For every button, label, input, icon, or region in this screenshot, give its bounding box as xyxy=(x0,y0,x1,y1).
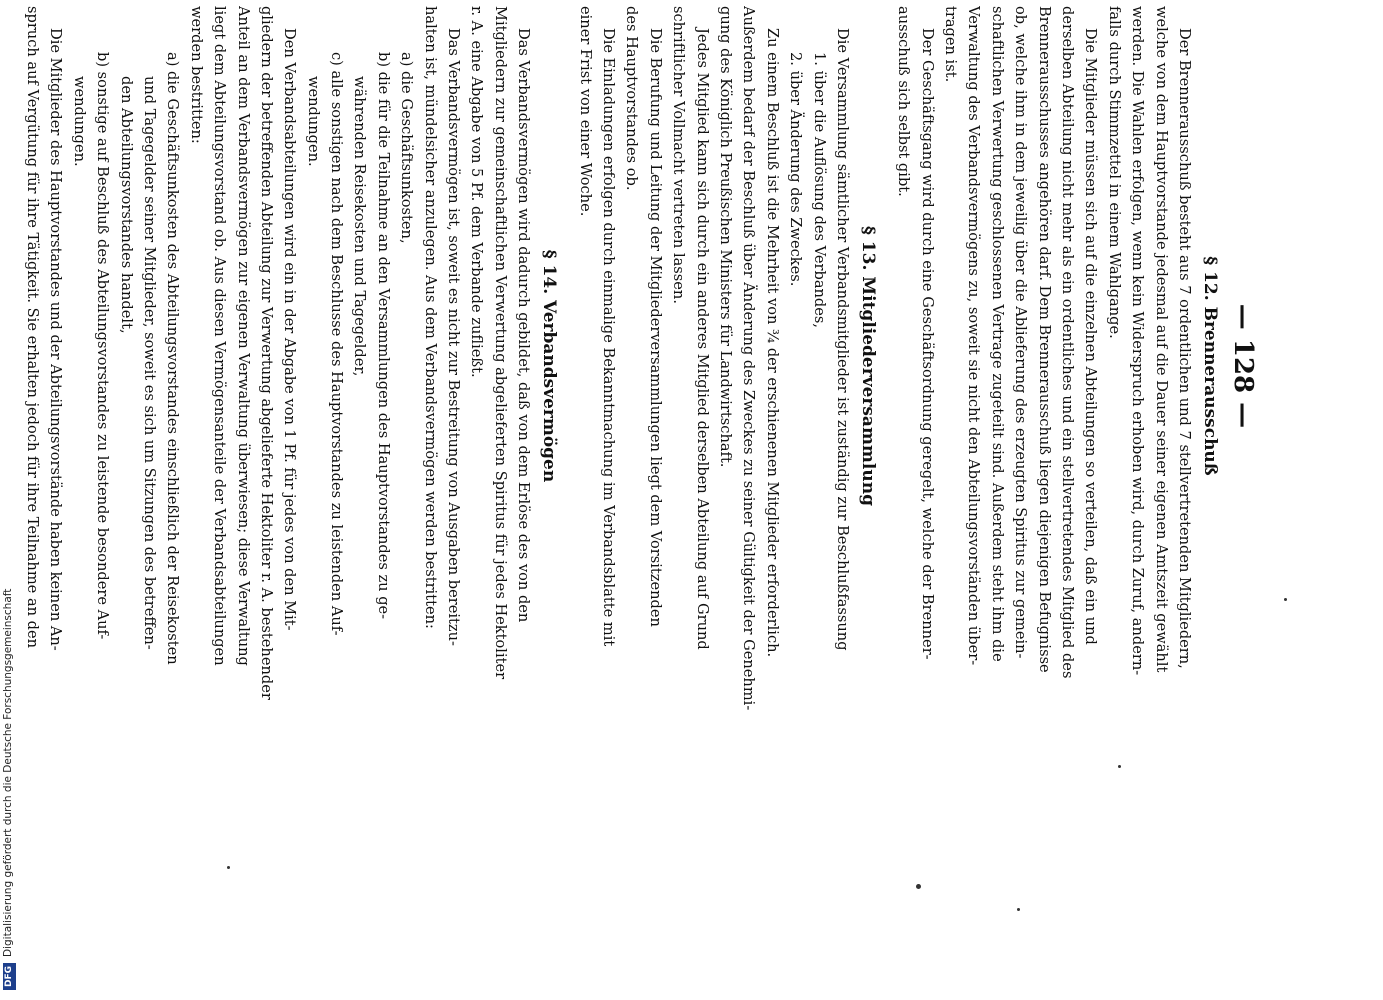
footer-strip xyxy=(0,0,16,1000)
text-line: gliedern der betreffenden Abteilung zur Verwertung abgelieferte Hektoliter r. A. bestehender xyxy=(257,6,275,700)
text-line: Verwaltung des Verbandsvermögens zu, soweit sie nicht den Abteilungsvorständen über- xyxy=(965,6,983,666)
text-line: r. A. eine Abgabe von 5 Pf. dem Verbande zufließt. xyxy=(468,6,486,378)
text-line: wendungen. xyxy=(70,76,88,167)
section-heading: § 12. Brennerausschuß xyxy=(1200,256,1220,476)
text-line: falls durch Stimmzettel in einem Wahlgange. xyxy=(1105,6,1123,339)
footer-text xyxy=(2,0,16,990)
text-line: b) sonstige auf Beschluß des Abteilungsvorstandes zu leistende besondere Auf- xyxy=(94,52,112,640)
text-line: Anteil an dem Verbandsvermögen zur eigenen Verwaltung überwiesen; diese Verwaltung xyxy=(234,6,252,666)
text-line: Außerdem bedarf der Beschluß über Änderung des Zweckes zu seiner Gültigkeit der Genehmi- xyxy=(740,6,758,711)
scan-speck xyxy=(1017,908,1020,911)
section-heading: § 14. Verbandsvermögen xyxy=(539,249,560,483)
text-line: Die Mitglieder des Hauptvorstandes und der Abteilungsvorstände haben keinen An- xyxy=(47,28,65,651)
text-line: Der Brennerausschuß besteht aus 7 ordentlichen und 7 stellvertretenden Mitgliedern, xyxy=(1176,28,1193,669)
text-line: schriftlicher Vollmacht vertreten lassen. xyxy=(670,6,688,304)
text-line: ob, welche ihm in dem jeweilig über die Ablieferung des erzeugten Spiritus zur gemein- xyxy=(1012,6,1030,659)
sections-container xyxy=(15,6,1224,726)
scan-speck xyxy=(916,884,921,889)
text-line: und Tagegelder seiner Mitglieder, soweit es sich um Sitzungen des betreffen- xyxy=(140,76,158,650)
text-line: 1. über die Auflösung des Verbandes, xyxy=(810,52,828,329)
text-line: b) die für die Teilnahme an den Versammlungen des Hauptvorstandes zu ge- xyxy=(374,52,392,620)
text-line: liegt dem Abteilungsvorstand ob. Aus diesen Vermögensanteile der Verbandsabteilungen xyxy=(211,6,229,666)
text-line: Zu einem Beschluß ist die Mehrheit von ¾ der erschienenen Mitglieder erforderlich. xyxy=(763,28,781,658)
section-heading: § 13. Mitgliederversammlung xyxy=(857,226,878,506)
text-line: halten ist, mündelsicher anzulegen. Aus dem Verbandsvermögen werden bestritten: xyxy=(421,6,439,629)
text-line: währenden Reisekosten und Tagegelder, xyxy=(351,76,369,377)
scan-speck xyxy=(1118,765,1121,768)
section xyxy=(567,6,882,726)
text-line: c) alle sonstigen nach dem Beschlusse des Hauptvorstandes zu leistenden Auf- xyxy=(328,52,346,636)
text-line: Die Versammlung sämtlicher Verbandsmitglieder ist zuständig zur Beschlußfassung xyxy=(833,28,851,651)
text-line: den Abteilungsvorstandes handelt, xyxy=(117,76,135,334)
text-line: werden. Die Wahlen erfolgen, wenn kein Widerspruch erhoben wird, durch Zuruf, andern- xyxy=(1129,6,1147,676)
text-line: wendungen. xyxy=(304,76,322,167)
text-line: Mitgliedern zur gemeinschaftlichen Verwertung abgelieferten Spiritus für jedes Hektoliter xyxy=(491,6,509,680)
section xyxy=(15,6,564,726)
text-line: Das Verbandsvermögen ist, soweit es nicht zur Bestreitung von Ausgaben bereitzu- xyxy=(445,28,463,646)
text-line: Den Verbandsabteilungen wird ein in der Abgabe von 1 Pf. für jedes von den Mit- xyxy=(281,28,299,631)
text-line: Brennerausschusses angehören darf. Dem Brennerausschuß liegen diejenigen Befugnisse xyxy=(1035,6,1053,673)
text-line: Die Einladungen erfolgen durch einmalige Bekanntmachung im Verbandsblatte mit xyxy=(600,28,618,647)
text-line: Jedes Mitglied kann sich durch ein anderes Mitglied derselben Abteilung auf Grund xyxy=(693,28,711,650)
scan-speck xyxy=(1284,598,1287,601)
text-line: spruch auf Vergütung für ihre Tätigkeit. Sie erhalten jedoch für ihre Teilnahme an den xyxy=(24,6,42,649)
text-line: Die Berufung und Leitung der Mitgliederversammlungen liegt dem Vorsitzenden xyxy=(646,28,664,627)
text-line: a) die Geschäftsunkosten, xyxy=(398,52,416,244)
text-line: 2. über Änderung des Zweckes. xyxy=(787,52,805,287)
page-number: — 128 — xyxy=(1228,303,1258,429)
text-line: schaftlichen Verwertung geschlossenen Vertrage zugeteilt sind. Außerdem steht ihm die xyxy=(988,6,1006,662)
text-line: Die Mitglieder müssen sich auf die einzelnen Abteilungen so verteilen, daß ein und xyxy=(1082,28,1100,645)
footer-credit: Digitalisierung gefördert durch die Deutsche Forschungsgemeinschaft xyxy=(2,588,14,957)
text-line: tragen ist. xyxy=(942,6,960,83)
rotated-text-block xyxy=(24,6,1258,726)
text-line: a) die Geschäftsunkosten des Abteilungsvorstandes einschließlich der Reisekosten xyxy=(164,52,182,665)
text-line: gung des Königlich Preußischen Ministers für Landwirtschaft. xyxy=(716,6,734,468)
text-line: ausschuß sich selbst gibt. xyxy=(895,6,913,197)
text-line: des Hauptvorstandes ob. xyxy=(623,6,641,191)
text-line: Der Geschäftsgang wird durch eine Geschäftsordnung geregelt, welche der Brenner- xyxy=(918,28,936,660)
text-line: welche von dem Hauptvorstande jedesmal auf die Dauer seiner eigenen Amtszeit gewählt xyxy=(1152,6,1170,673)
text-line: einer Frist von einer Woche. xyxy=(576,6,594,217)
section xyxy=(886,6,1224,726)
text-line: derselben Abteilung nicht mehr als ein ordentliches und ein stellvertretendes Mitglied des xyxy=(1059,6,1077,679)
text-line: Das Verbandsvermögen wird dadurch gebildet, daß von dem Erlöse des von den xyxy=(515,28,533,623)
dfg-logo: DFG xyxy=(3,963,16,990)
text-line: werden bestritten: xyxy=(187,6,205,144)
scan-speck xyxy=(227,866,230,869)
